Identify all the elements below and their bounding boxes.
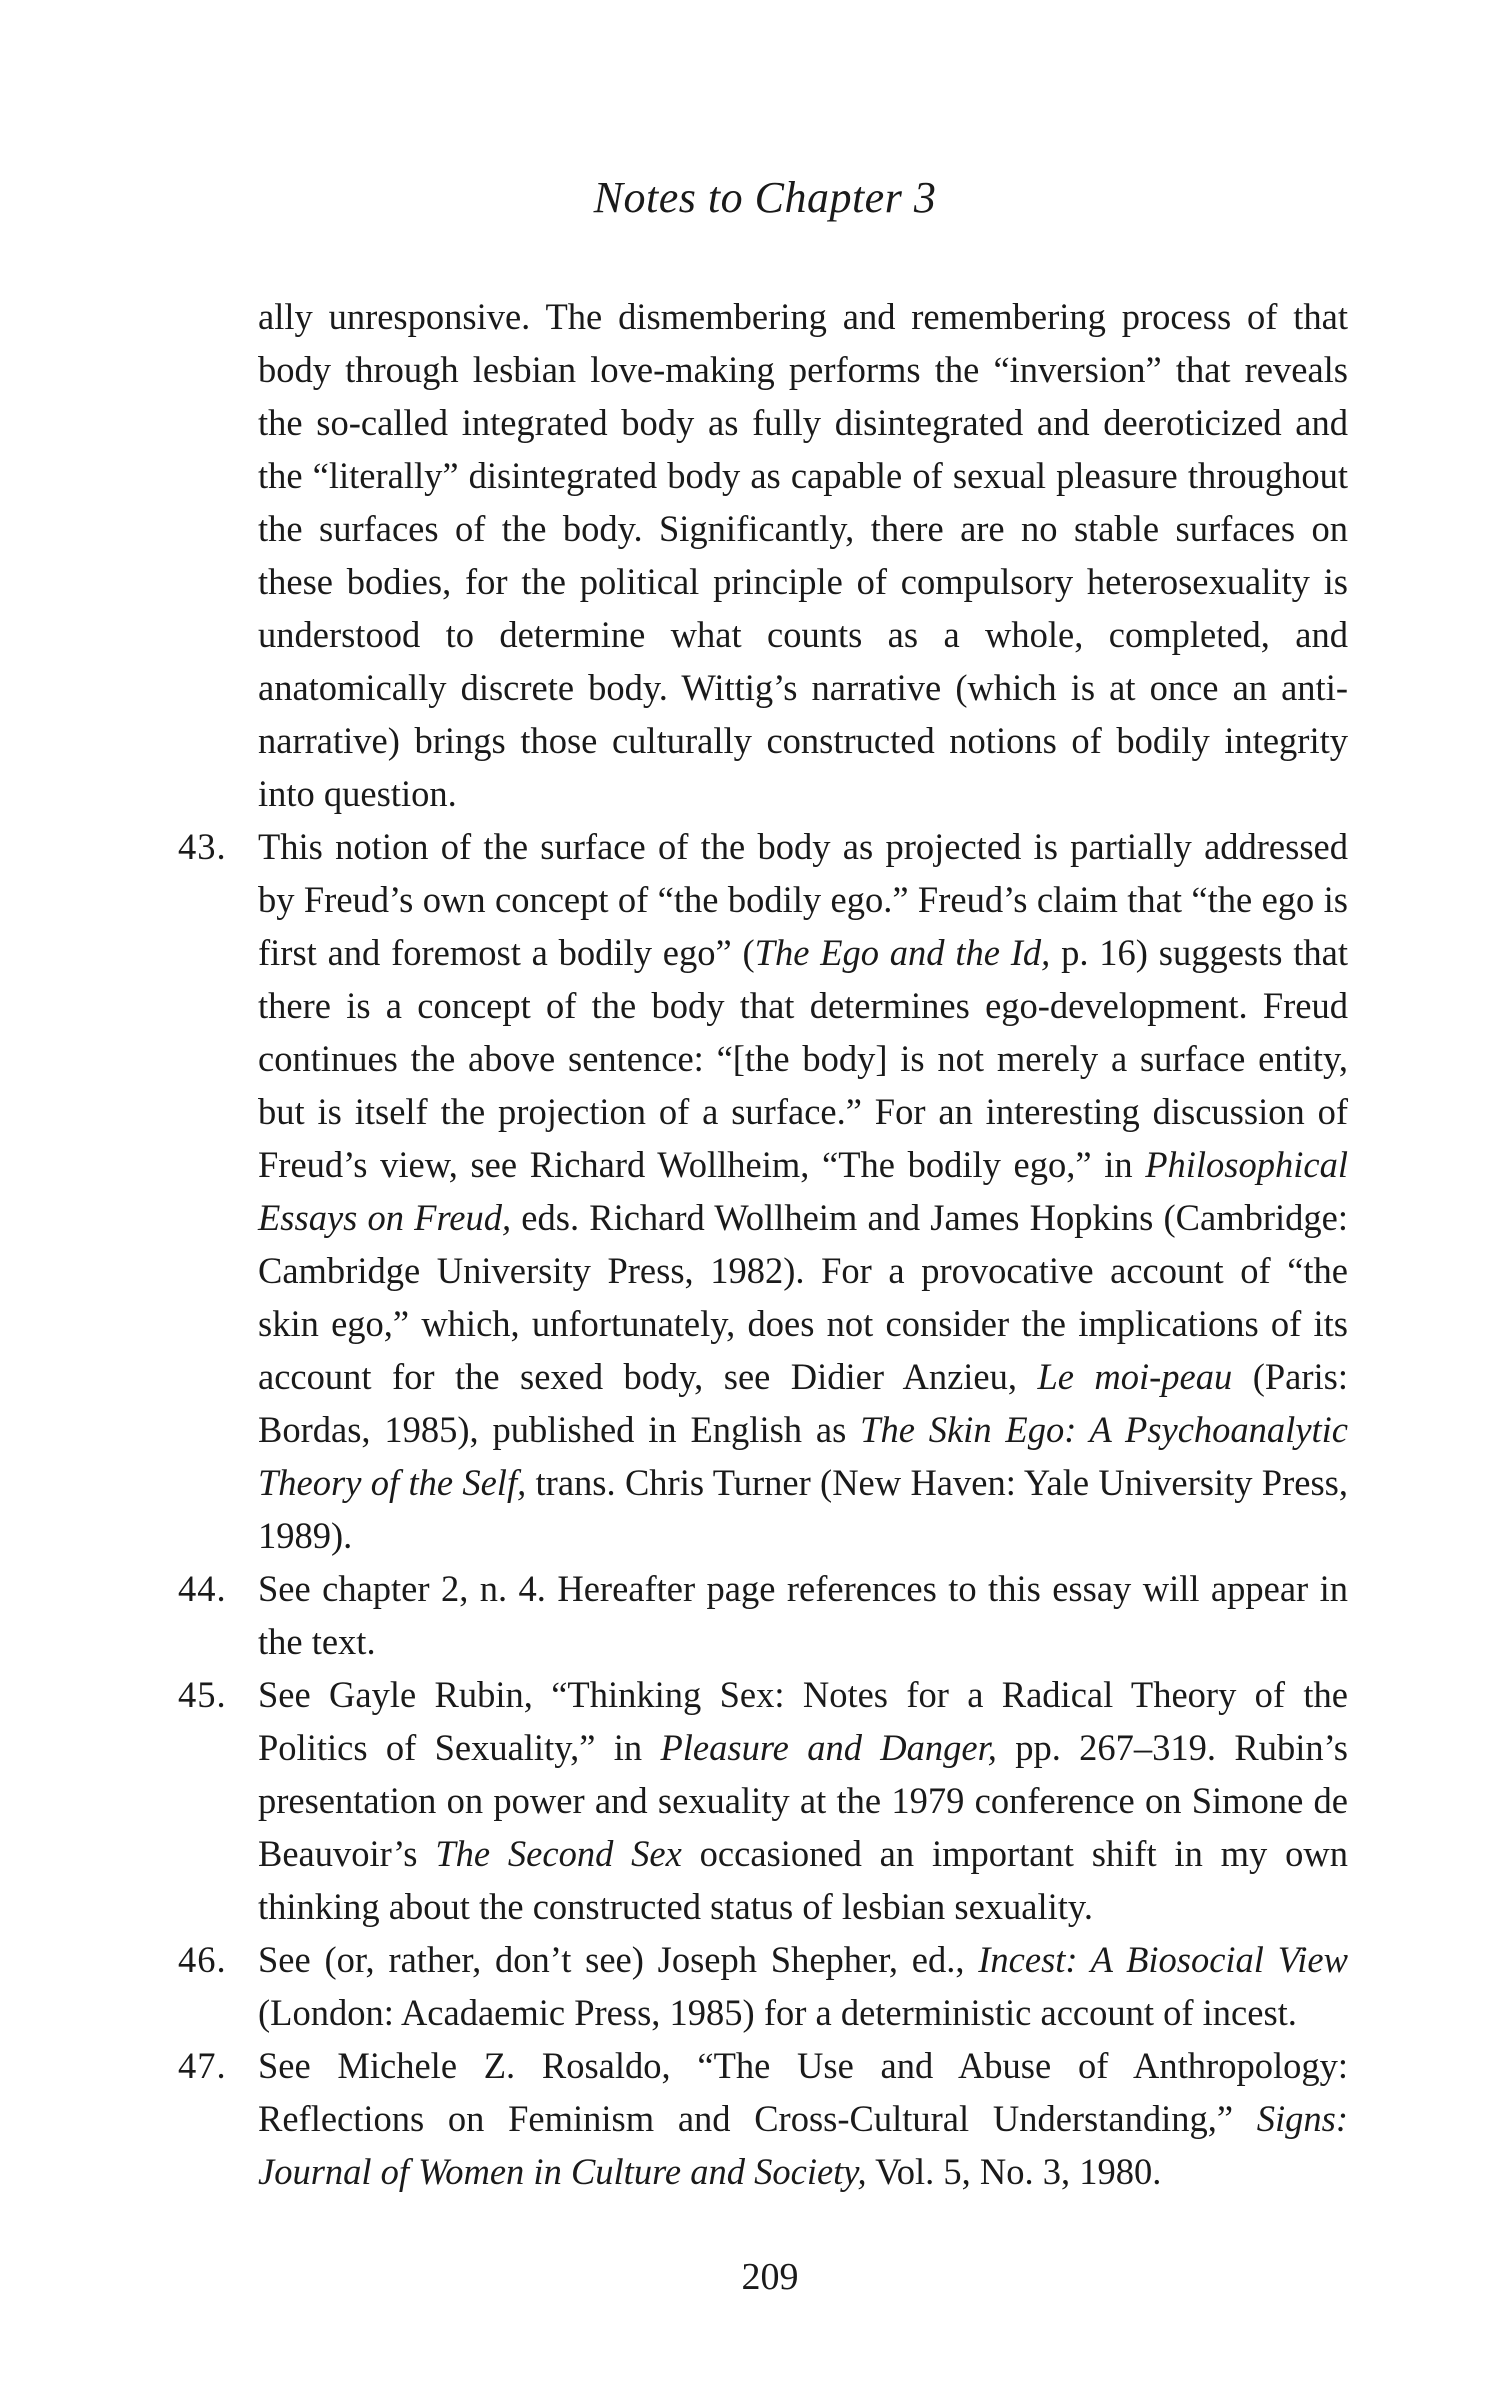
- note-text: trans. Chris Turner (New Haven: Yale University Press, 1989).: [258, 1462, 1348, 1556]
- book-title: The Ego and the Id,: [754, 932, 1051, 973]
- note-text: occasioned an important shift in my own thinking about the constructed status of lesbian sexuality.: [258, 1833, 1348, 1927]
- journal-title: Signs: Journal of Women in Culture and Society,: [258, 2098, 1348, 2192]
- note-number: 46.: [178, 1939, 227, 1980]
- note-text: p. 16) suggests that there is a concept of the body that determines ego-development. Freud continues the above sentence: “[the body] is not merely a surface entity, but is itself the projection of a surface.” For an interesting discussion of Freud’s view, see Richard Wollheim, “The bodily ego,” in: [258, 932, 1348, 1185]
- note-text: See Michele Z. Rosaldo, “The Use and Abuse of Anthropology: Reflections on Feminism and Cross-Cultural Understanding,”: [258, 2045, 1348, 2139]
- book-title: Incest: A Biosocial View: [978, 1939, 1348, 1980]
- note-text: (London: Acadaemic Press, 1985) for a deterministic account of incest.: [258, 1992, 1297, 2033]
- note-42-continuation: ally unresponsive. The dismembering and remembering process of that body through lesbian love-making performs the “inversion” that reveals the so-called integrated body as fully disintegrated and deeroticized and the “literally” disintegrated body as capable of sexual pleasure throughout the surfaces of the body. Significantly, there are no stable surfaces on these bodies, for the political principle of compulsory heterosexuality is understood to determine what counts as a whole, completed, and anatomically discrete body. Wittig’s narrative (which is at once an anti-narrative) brings those culturally constructed notions of bodily integrity into question.: [258, 296, 1348, 814]
- note-text: eds. Richard Wollheim and James Hopkins (Cambridge: Cambridge University Press, 1982). For a provocative account of “the skin ego,” which, unfortunately, does not consider the implications of its account for the sexed body, see Didier Anzieu,: [258, 1197, 1348, 1397]
- note-43: [178, 820, 1349, 1562]
- notes-text-block: [178, 290, 1349, 2198]
- note-text: This notion of the surface of the body as projected is partially addressed by Freud’s own concept of “the bodily ego.” Freud’s claim that “the ego is first and foremost a bodily ego” (: [258, 826, 1348, 973]
- note-text: Vol. 5, No. 3, 1980.: [866, 2151, 1162, 2192]
- note-text: pp. 267–319. Rubin’s presentation on power and sexuality at the 1979 conference on Simone de Beauvoir’s: [258, 1727, 1348, 1874]
- note-number: 43.: [178, 826, 227, 867]
- note-47: [178, 2039, 1348, 2198]
- note-44: [178, 1562, 1348, 1668]
- book-title: Philosophical Essays on Freud,: [258, 1144, 1348, 1238]
- note-text: See chapter 2, n. 4. Hereafter page references to this essay will appear in the text.: [258, 1568, 1348, 1662]
- note-text: See (or, rather, don’t see) Joseph Shepher, ed.,: [258, 1939, 979, 1980]
- running-head: Notes to Chapter 3: [593, 173, 937, 222]
- note-number: 45.: [178, 1674, 227, 1715]
- note-number: 44.: [178, 1568, 227, 1609]
- book-title: The Second Sex: [435, 1833, 682, 1874]
- note-45: [178, 1668, 1348, 1933]
- note-text: See Gayle Rubin, “Thinking Sex: Notes for a Radical Theory of the Politics of Sexuality,” in: [258, 1674, 1348, 1768]
- book-title: Pleasure and Danger,: [660, 1727, 997, 1768]
- note-number: 47.: [178, 2045, 227, 2086]
- note-46: [178, 1933, 1348, 2039]
- page-number: 209: [741, 2256, 799, 2298]
- book-title: The Skin Ego: A Psychoanalytic Theory of the Self,: [258, 1409, 1349, 1503]
- book-title: Le moi-peau: [1037, 1356, 1233, 1397]
- note-text: (Paris: Bordas, 1985), published in English as: [258, 1356, 1349, 1450]
